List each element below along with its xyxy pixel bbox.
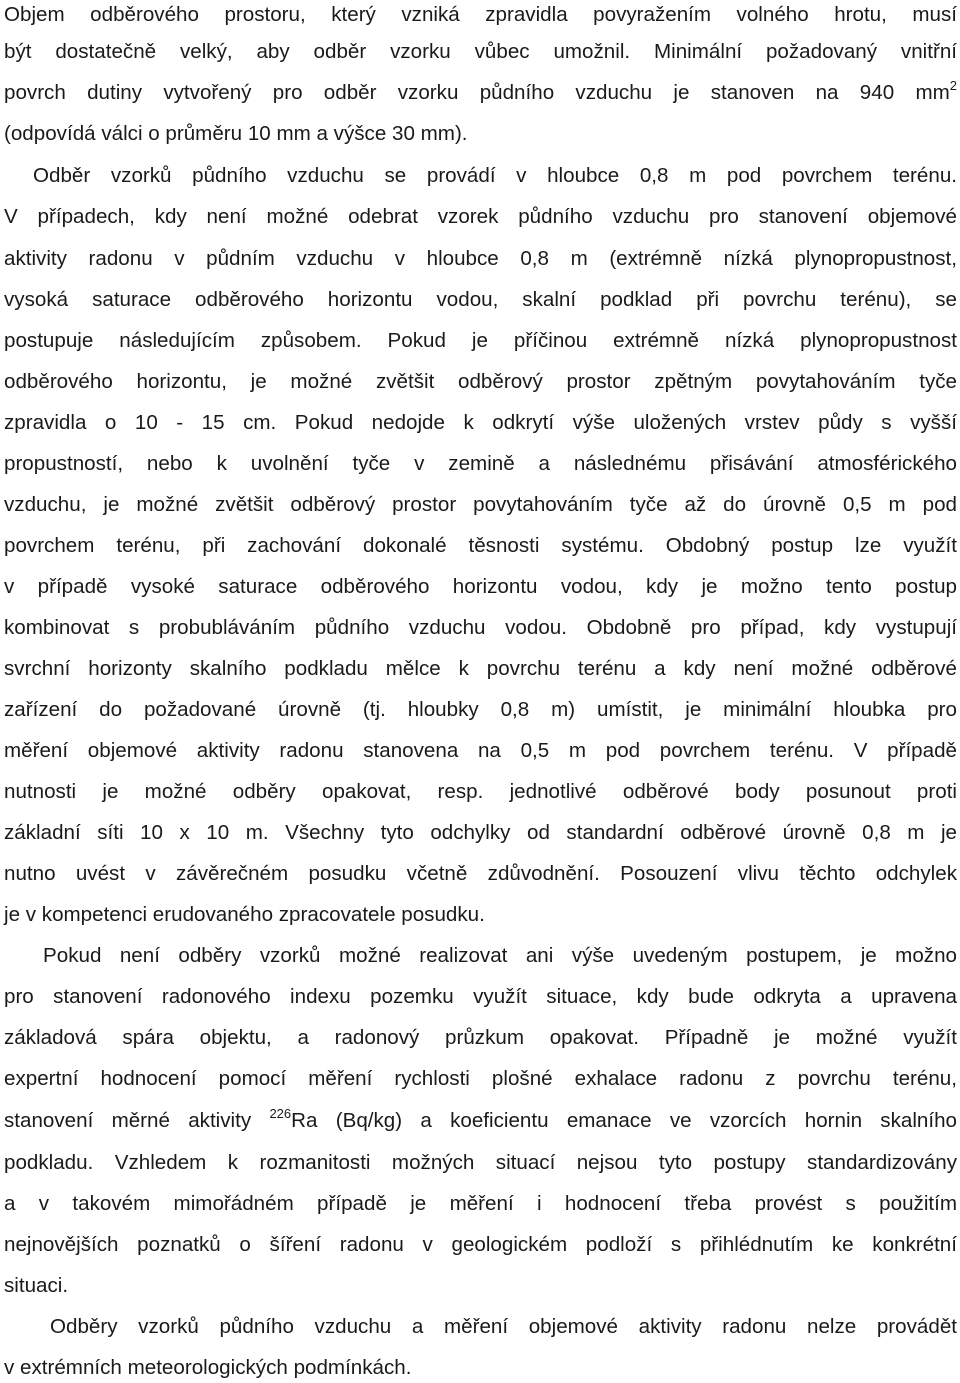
paragraph-3-line-4: expertní hodnocení pomocí měření rychlosti plošné exhalace radonu z povrchu terénu, bbox=[4, 1067, 957, 1090]
paragraph-2-line-5: postupuje následujícím způsobem. Pokud je příčinou extrémně nízká plynopropustnost bbox=[4, 329, 957, 352]
superscript-226: 226 bbox=[269, 1106, 292, 1122]
paragraph-2-line-12: kombinovat s probubláváním půdního vzduchu vodou. Obdobně pro případ, kdy vystupují bbox=[4, 616, 957, 639]
paragraph-3-line-2: pro stanovení radonového indexu pozemku využít situace, kdy bude odkryta a upravena bbox=[4, 985, 957, 1008]
paragraph-2-line-18: nutno uvést v závěrečném posudku včetně zdůvodnění. Posouzení vlivu těchto odchylek bbox=[4, 862, 957, 885]
paragraph-2-line-3: aktivity radonu v půdním vzduchu v hloubce 0,8 m (extrémně nízká plynopropustnost, bbox=[4, 247, 957, 270]
paragraph-2-line-16: nutnosti je možné odběry opakovat, resp. jednotlivé odběrové body posunout proti bbox=[4, 780, 957, 803]
paragraph-1-line-2: být dostatečně velký, aby odběr vzorku vůbec umožnil. Minimální požadovaný vnitřní bbox=[4, 40, 957, 63]
paragraph-2-line-4: vysoká saturace odběrového horizontu vodou, skalní podklad při povrchu terénu), se bbox=[4, 288, 957, 311]
paragraph-3-line-6: podkladu. Vzhledem k rozmanitosti možných situací nejsou tyto postupy standardizovány bbox=[4, 1151, 957, 1174]
paragraph-3-line-5-text-a: stanovení měrné aktivity bbox=[4, 1109, 270, 1132]
paragraph-1-line-3 bbox=[4, 78, 957, 108]
paragraph-2-line-11: v případě vysoké saturace odběrového horizontu vodou, kdy je možno tento postup bbox=[4, 575, 957, 598]
paragraph-2-line-1: Odběr vzorků půdního vzduchu se provádí v hloubce 0,8 m pod povrchem terénu. bbox=[33, 164, 957, 187]
paragraph-2-line-13: svrchní horizonty skalního podkladu mělce k povrchu terénu a kdy není možné odběrové bbox=[4, 657, 957, 680]
paragraph-3-line-3: základová spára objektu, a radonový průzkum opakovat. Případně je možné využít bbox=[4, 1026, 957, 1049]
paragraph-2-line-7: zpravidla o 10 - 15 cm. Pokud nedojde k odkrytí výše uložených vrstev půdy s vyšší bbox=[4, 411, 957, 434]
paragraph-2-line-2: V případech, kdy není možné odebrat vzorek půdního vzduchu pro stanovení objemové bbox=[4, 205, 957, 228]
paragraph-3-line-1: Pokud není odběry vzorků možné realizovat ani výše uvedeným postupem, je možno bbox=[43, 944, 957, 967]
paragraph-4-line-2: v extrémních meteorologických podmínkách. bbox=[4, 1356, 412, 1379]
superscript-2: 2 bbox=[949, 78, 957, 94]
paragraph-3-line-9: situaci. bbox=[4, 1274, 69, 1297]
paragraph-2-line-14: zařízení do požadované úrovně (tj. hloubky 0,8 m) umístit, je minimální hloubka pro bbox=[4, 698, 957, 721]
paragraph-2-line-15: měření objemové aktivity radonu stanovena na 0,5 m pod povrchem terénu. V případě bbox=[4, 739, 957, 762]
paragraph-2-line-9: vzduchu, je možné zvětšit odběrový prostor povytahováním tyče až do úrovně 0,5 m pod bbox=[4, 493, 957, 516]
paragraph-3-line-5 bbox=[4, 1106, 957, 1136]
paragraph-3-line-5-text-b: Ra (Bq/kg) a koeficientu emanace ve vzorcích hornin skalního bbox=[291, 1109, 958, 1132]
paragraph-3-line-7: a v takovém mimořádném případě je měření i hodnocení třeba provést s použitím bbox=[4, 1192, 957, 1215]
paragraph-1-line-4: (odpovídá válci o průměru 10 mm a výšce 30 mm). bbox=[4, 122, 468, 145]
paragraph-2-line-8: propustností, nebo k uvolnění tyče v zemině a následnému přisávání atmosférického bbox=[4, 452, 957, 475]
paragraph-4-line-1: Odběry vzorků půdního vzduchu a měření objemové aktivity radonu nelze provádět bbox=[50, 1315, 957, 1338]
paragraph-1-line-3-text: povrch dutiny vytvořený pro odběr vzorku půdního vzduchu je stanoven na 940 mm bbox=[4, 81, 950, 104]
paragraph-3-line-8: nejnovějších poznatků o šíření radonu v geologickém podloží s přihlédnutím ke konkrétní bbox=[4, 1233, 957, 1256]
paragraph-2-line-6: odběrového horizontu, je možné zvětšit odběrový prostor zpětným povytahováním tyče bbox=[4, 370, 957, 393]
paragraph-2-line-10: povrchem terénu, při zachování dokonalé těsnosti systému. Obdobný postup lze využít bbox=[4, 534, 957, 557]
paragraph-2-line-17: základní síti 10 x 10 m. Všechny tyto odchylky od standardní odběrové úrovně 0,8 m je bbox=[4, 821, 957, 844]
paragraph-2-line-19: je v kompetenci erudovaného zpracovatele posudku. bbox=[4, 903, 485, 926]
paragraph-1-line-1: Objem odběrového prostoru, který vzniká zpravidla povyražením volného hrotu, musí bbox=[4, 3, 957, 26]
